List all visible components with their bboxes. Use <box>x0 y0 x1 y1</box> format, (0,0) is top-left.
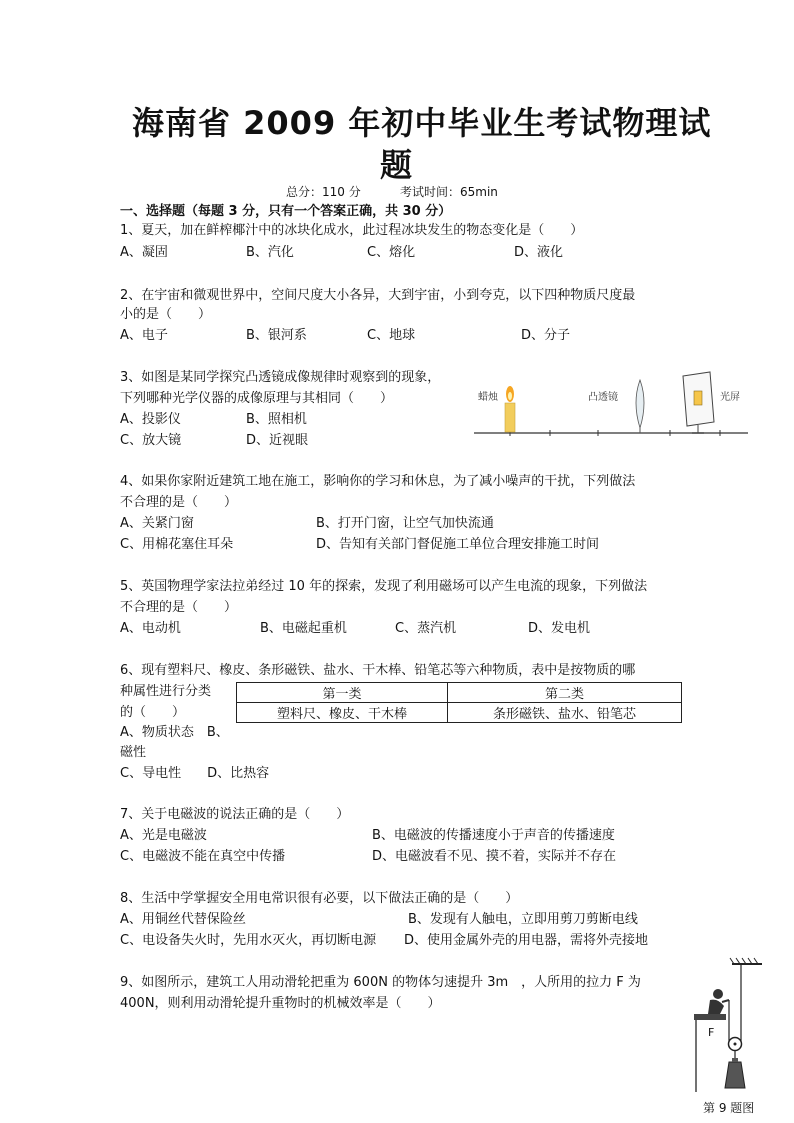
lens-label: 凸透镜 <box>588 392 618 403</box>
question-5-stem-cont: 不合理的是（ ） <box>120 600 238 615</box>
candle-label: 蜡烛 <box>478 392 498 403</box>
q7-option-a: A、光是电磁波 <box>120 828 207 843</box>
total-score: 总分：110 分 <box>286 185 361 199</box>
table-header-cell: 第二类 <box>448 683 682 703</box>
q6-option-a-b: A、物质状态 B、 <box>120 725 229 740</box>
q2-option-c: C、地球 <box>367 328 416 343</box>
q1-option-d: D、液化 <box>514 245 564 260</box>
q3-option-b: B、照相机 <box>246 412 307 427</box>
q1-option-a: A、凝固 <box>120 245 168 260</box>
q5-option-c: C、蒸汽机 <box>395 621 457 636</box>
q5-option-a: A、电动机 <box>120 621 181 636</box>
question-3-stem-cont: 下列哪种光学仪器的成像原理与其相同（ ） <box>120 391 394 406</box>
pulley-figure <box>688 956 768 1096</box>
question-9-stem-cont: 400N，则利用动滑轮提升重物时的机械效率是（ ） <box>120 996 441 1011</box>
classification-table <box>236 682 682 723</box>
q8-option-a: A、用铜丝代替保险丝 <box>120 912 246 927</box>
q6-option-b-cont: 磁性 <box>120 745 147 760</box>
q5-option-b: B、电磁起重机 <box>260 621 347 636</box>
table-cell: 条形磁铁、盐水、铅笔芯 <box>448 703 682 723</box>
question-6-stem: 6、现有塑料尺、橡皮、条形磁铁、盐水、干木棒、铅笔芯等六种物质，表中是按物质的哪 <box>120 663 636 678</box>
question-8-stem: 8、生活中学掌握安全用电常识很有必要，以下做法正确的是（ ） <box>120 891 519 906</box>
q7-option-c: C、电磁波不能在真空中传播 <box>120 849 286 864</box>
candle-icon <box>505 386 515 432</box>
q8-option-b: B、发现有人触电，立即用剪刀剪断电线 <box>408 912 638 927</box>
q2-option-a: A、电子 <box>120 328 168 343</box>
table-row <box>237 683 682 703</box>
q4-option-d: D、告知有关部门督促施工单位合理安排施工时间 <box>316 537 600 552</box>
q3-option-d: D、近视眼 <box>246 433 309 448</box>
exam-time: 考试时间：65min <box>400 185 498 199</box>
table-cell: 塑料尺、橡皮、干木棒 <box>237 703 448 723</box>
question-2-stem: 2、在宇宙和微观世界中，空间尺度大小各异，大到宇宙，小到夸克，以下四种物质尺度最 <box>120 288 636 303</box>
lens-experiment-figure <box>470 362 752 440</box>
pulley-icon <box>729 1038 742 1061</box>
q7-option-b: B、电磁波的传播速度小于声音的传播速度 <box>372 828 615 843</box>
q8-option-c: C、电设备失火时，先用水灭火，再切断电源 <box>120 933 377 948</box>
question-6-stem-cont: 种属性进行分类 <box>120 684 212 699</box>
page-title-continued: 题 <box>380 146 414 184</box>
q2-option-d: D、分子 <box>521 328 571 343</box>
q1-option-c: C、熔化 <box>367 245 416 260</box>
question-2-stem-cont: 小的是（ ） <box>120 307 212 322</box>
q4-option-a: A、关紧门窗 <box>120 516 194 531</box>
q4-option-c: C、用棉花塞住耳朵 <box>120 537 234 552</box>
question-3-stem: 3、如图是某同学探究凸透镜成像规律时观察到的现象， <box>120 370 441 385</box>
table-row <box>237 703 682 723</box>
q7-option-d: D、电磁波看不见、摸不着，实际并不存在 <box>372 849 617 864</box>
q3-option-c: C、放大镜 <box>120 433 182 448</box>
screen-label: 光屏 <box>720 392 740 403</box>
q3-option-a: A、投影仪 <box>120 412 181 427</box>
q5-option-d: D、发电机 <box>528 621 591 636</box>
table-header-cell: 第一类 <box>237 683 448 703</box>
question-1-stem: 1、夏天，加在鲜榨椰汁中的冰块化成水，此过程冰块发生的物态变化是（ ） <box>120 223 584 238</box>
q4-option-b: B、打开门窗，让空气加快流通 <box>316 516 494 531</box>
question-7-stem: 7、关于电磁波的说法正确的是（ ） <box>120 807 350 822</box>
section-heading: 一、选择题（每题 3 分，只有一个答案正确，共 30 分） <box>120 204 452 219</box>
force-label: F <box>708 1026 715 1039</box>
q1-option-b: B、汽化 <box>246 245 294 260</box>
q6-option-c-d: C、导电性 D、比热容 <box>120 766 270 781</box>
q8-option-d: D、使用金属外壳的用电器，需将外壳接地 <box>404 933 649 948</box>
worker-icon <box>694 989 729 1092</box>
question-4-stem: 4、如果你家附近建筑工地在施工，影响你的学习和休息，为了减小噪声的干扰，下列做法 <box>120 474 636 489</box>
weight-icon <box>725 1058 745 1088</box>
page-title: 海南省 2009 年初中毕业生考试物理试 <box>132 104 712 142</box>
q2-option-b: B、银河系 <box>246 328 307 343</box>
question-6-stem-end: 的（ ） <box>120 705 186 720</box>
question-5-stem: 5、英国物理学家法拉弟经过 10 年的探索，发现了利用磁场可以产生电流的现象，下列做法 <box>120 579 648 594</box>
question-4-stem-cont: 不合理的是（ ） <box>120 495 238 510</box>
figure-9-caption: 第 9 题图 <box>703 1101 755 1115</box>
question-9-stem: 9、如图所示，建筑工人用动滑轮把重为 600N 的物体匀速提升 3m ，人所用的拉力 F 为 <box>120 975 641 990</box>
